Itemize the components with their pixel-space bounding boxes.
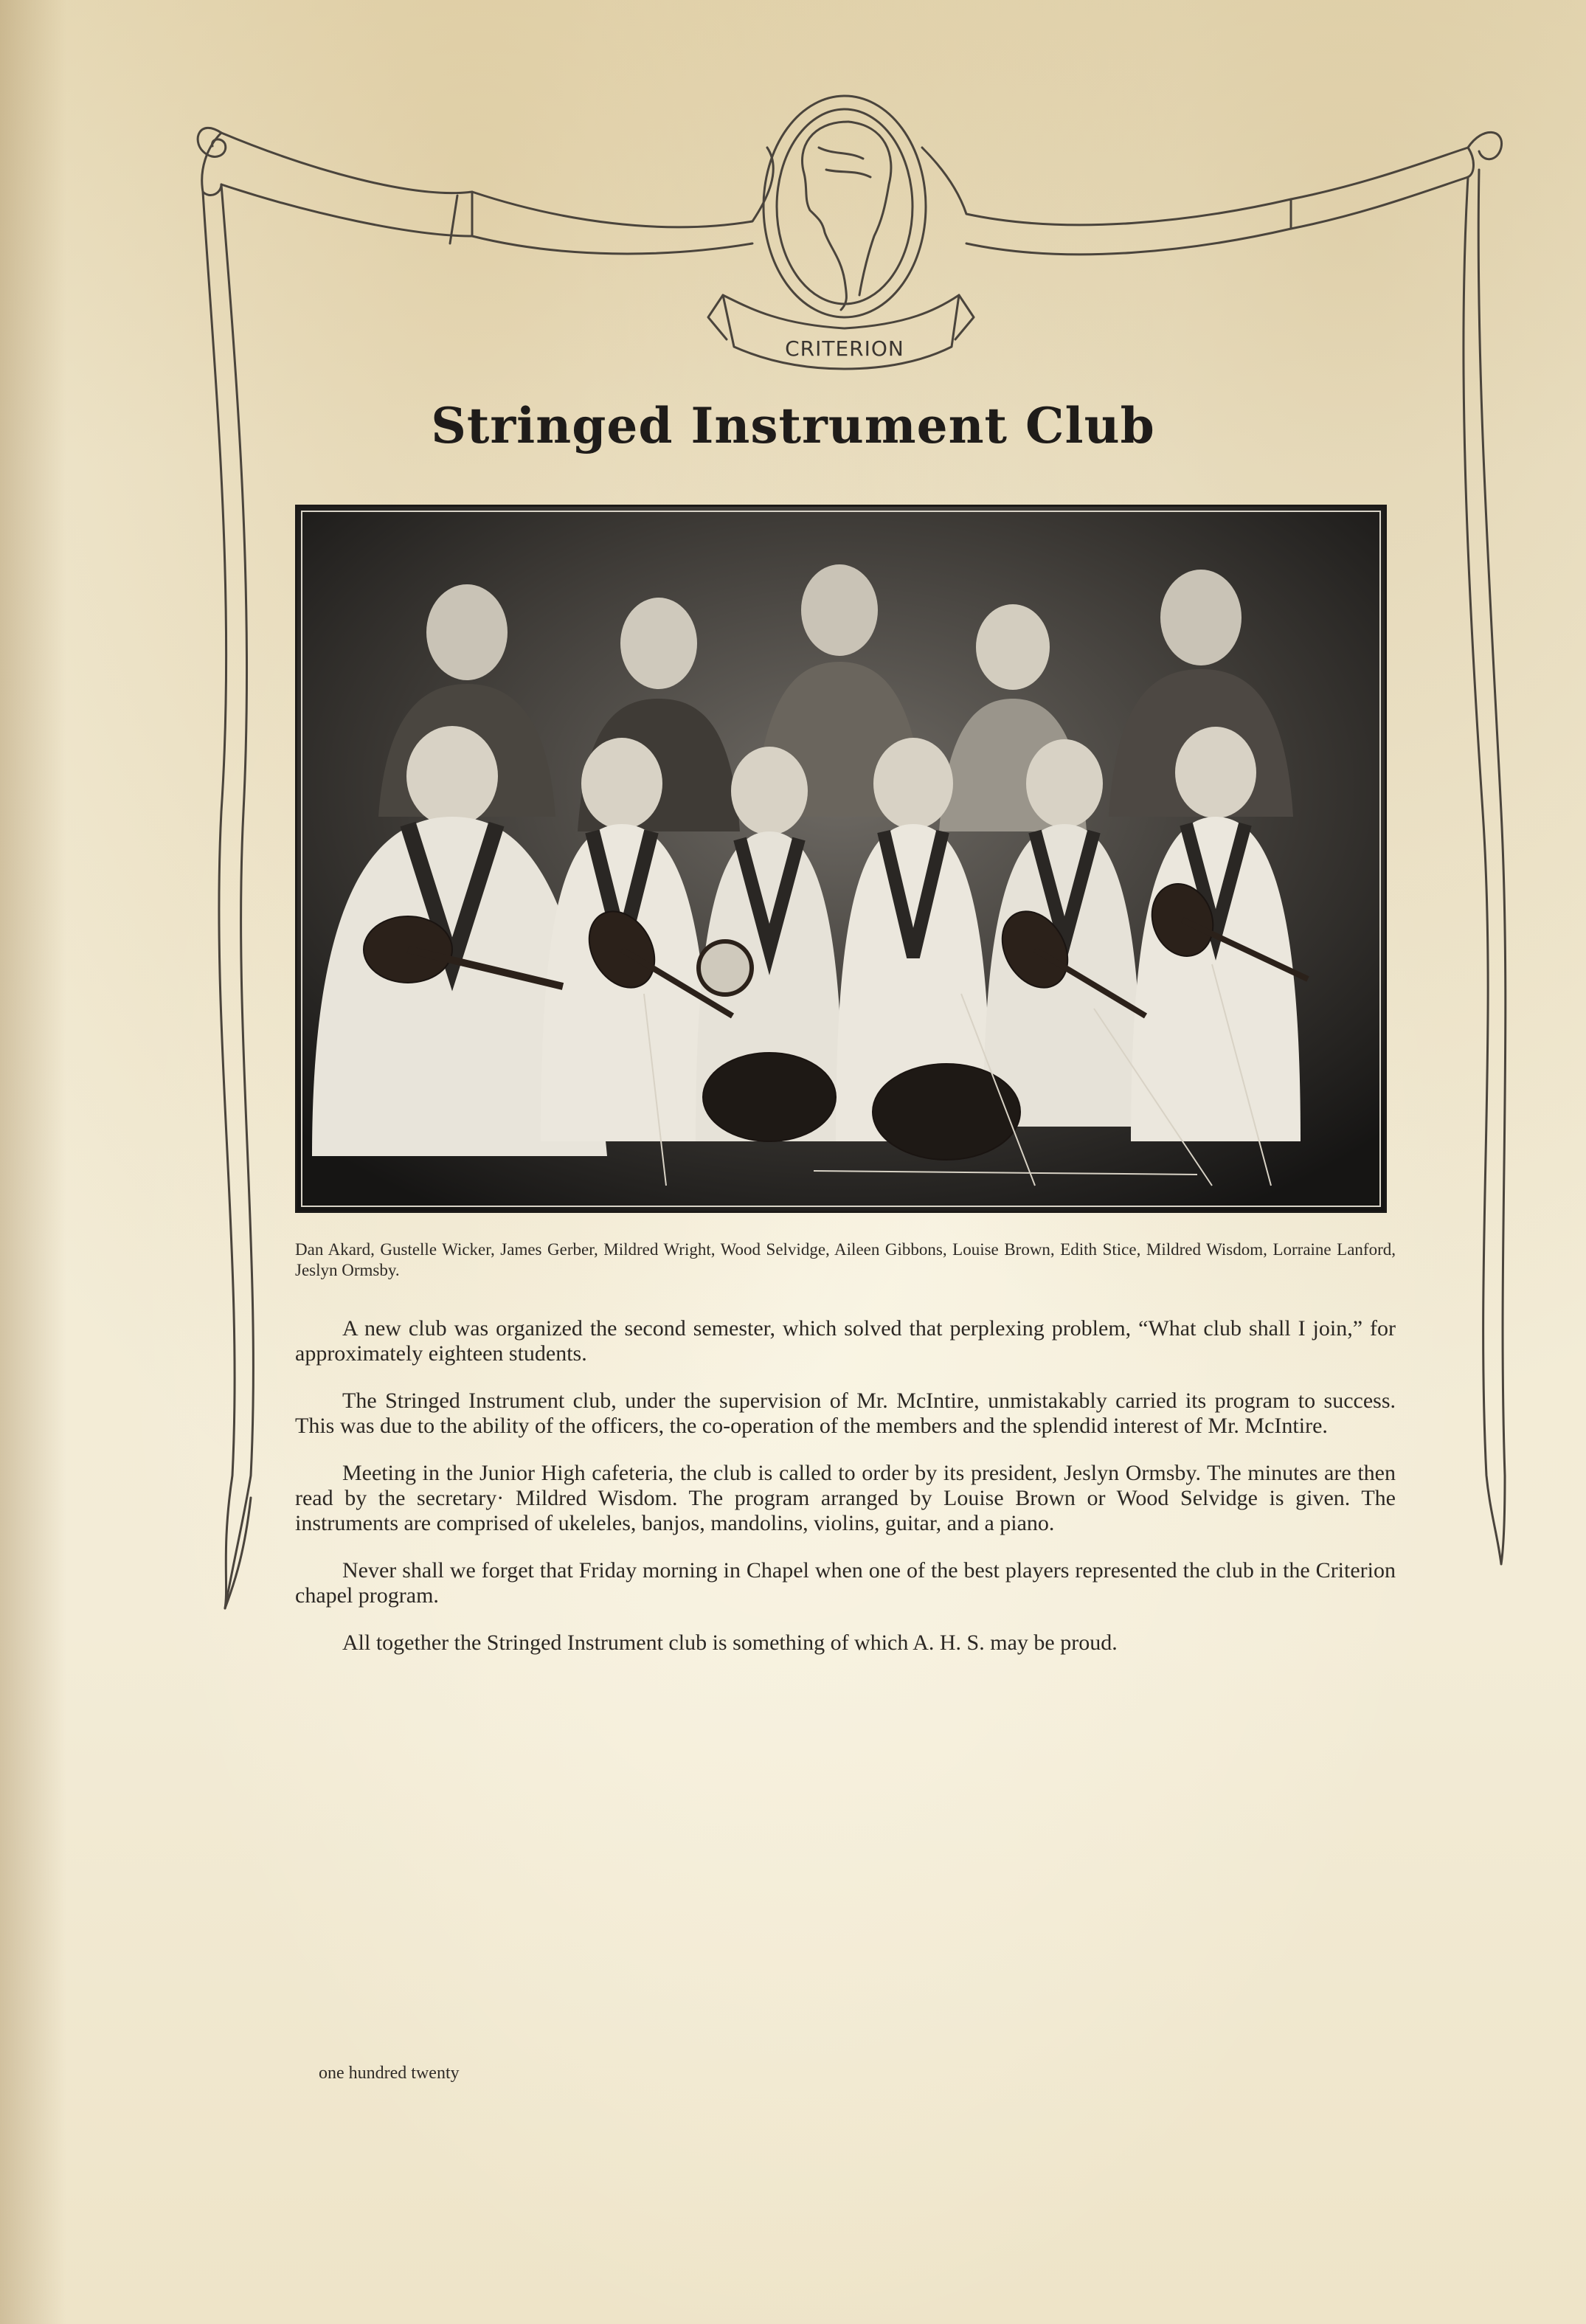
paragraph: Meeting in the Junior High cafeteria, the club is called to order by its president, Jeslyn Ormsby. The minutes are then read by the secretary· Mildred Wisdom. The program arranged by Louise Brown or Wood Selvidge is given. The instruments are comprised of ukeleles, banjos, mandolins, violins, guitar, and a piano. (295, 1461, 1396, 1535)
photo-caption: Dan Akard, Gustelle Wicker, James Gerber, Mildred Wright, Wood Selvidge, Aileen Gibbons, Louise Brown, Edith Stice, Mildred Wisdom, Lorraine Lanford, Jeslyn Ormsby. (295, 1240, 1396, 1279)
article-body (295, 1316, 1396, 1678)
paragraph: All together the Stringed Instrument club is something of which A. H. S. may be proud. (342, 1630, 1118, 1655)
paragraph: A new club was organized the second semester, which solved that perplexing problem, “What club shall I join,” for approximately eighteen students. (295, 1316, 1396, 1366)
page-title: Stringed Instrument Club (431, 397, 1155, 454)
paragraph: The Stringed Instrument club, under the supervision of Mr. McIntire, unmistakably carried its program to success. This was due to the ability of the officers, the co-operation of the members and the splendid interest of Mr. McIntire. (295, 1388, 1396, 1438)
page-number-footer: one hundred twenty (319, 2064, 460, 2083)
group-photo-illustration (297, 507, 1385, 1211)
emblem-label: CRITERION (785, 336, 904, 361)
group-photo (295, 505, 1387, 1213)
paragraph: Never shall we forget that Friday morning in Chapel when one of the best players represented the club in the Criterion chapel program. (295, 1558, 1396, 1608)
